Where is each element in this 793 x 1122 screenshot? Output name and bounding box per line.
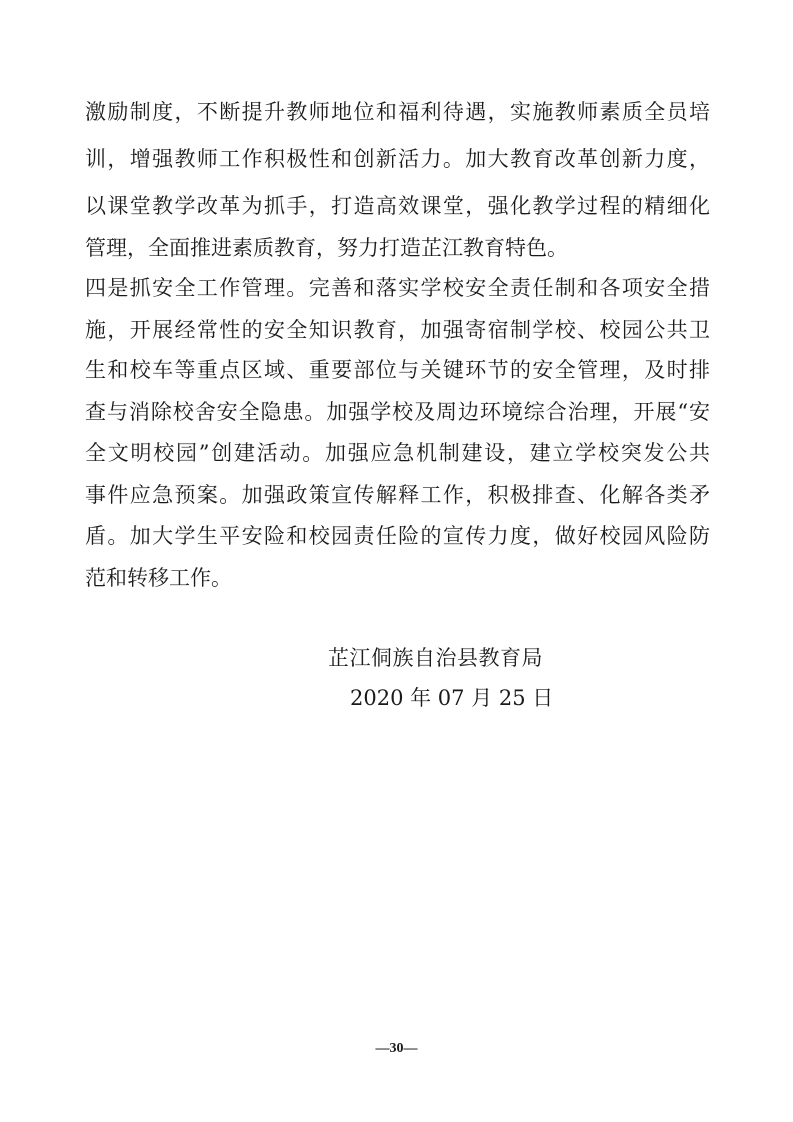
body-line: 生和校车等重点区域、重要部位与关键环节的安全管理，及时排 — [85, 358, 710, 382]
body-line: 激励制度，不断提升教师地位和福利待遇，实施教师素质全员培 — [85, 100, 710, 124]
body-line: 施，开展经常性的安全知识教育，加强寄宿制学校、校园公共卫 — [85, 318, 710, 342]
body-line: 训，增强教师工作积极性和创新活力。加大教育改革创新力度， — [85, 147, 710, 171]
signature-organization: 芷江侗族自治县教育局 — [328, 646, 543, 670]
body-line: 四是抓安全工作管理。完善和落实学校安全责任制和各项安全措 — [85, 276, 710, 300]
body-line: 事件应急预案。加强政策宣传解释工作，积极排查、化解各类矛 — [85, 483, 710, 507]
body-line: 范和转移工作。 — [85, 566, 232, 590]
body-line: 盾。加大学生平安险和校园责任险的宣传力度，做好校园风险防 — [85, 524, 710, 548]
body-line: 管理，全面推进素质教育，努力打造芷江教育特色。 — [85, 236, 568, 260]
body-line: 全文明校园”创建活动。加强应急机制建设，建立学校突发公共 — [85, 441, 710, 465]
body-line: 查与消除校舍安全隐患。加强学校及周边环境综合治理，开展“安 — [85, 400, 710, 424]
body-line: 以课堂教学改革为抓手，打造高效课堂，强化教学过程的精细化 — [85, 194, 710, 218]
signature-date: 2020 年 07 月 25 日 — [350, 686, 554, 710]
page-number: —30— — [375, 1041, 418, 1056]
